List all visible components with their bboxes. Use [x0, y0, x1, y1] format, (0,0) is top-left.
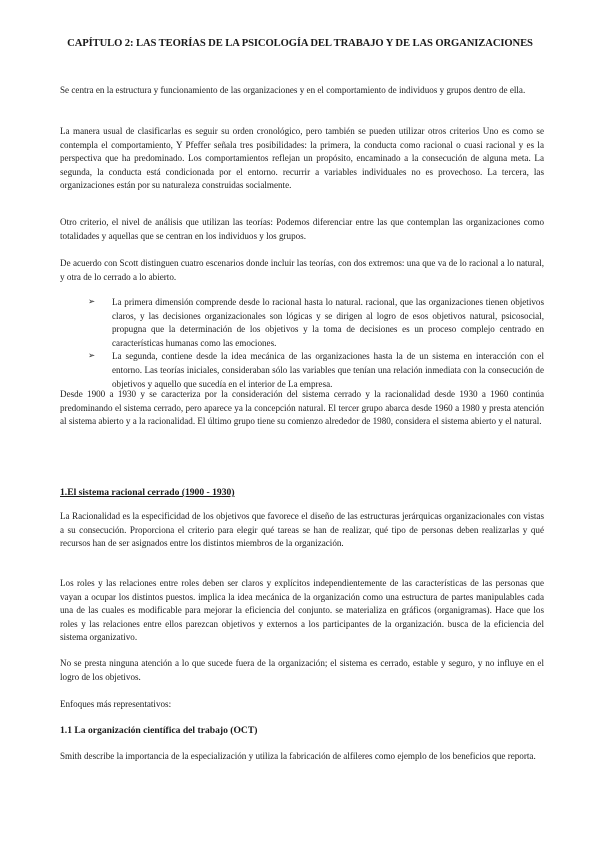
list-item	[88, 296, 544, 350]
paragraph-analysis-level: Otro criterio, el nivel de análisis que utilizan las teorías: Podemos diferenciar entre las que contemplan las organizaciones como totalidades y aquellas que se centran en los individuos y los grupos.	[60, 217, 544, 241]
list-item	[88, 350, 544, 391]
arrow-bullet-icon: ➢	[88, 351, 96, 362]
paragraph-intro: Se centra en la estructura y funcionamiento de las organizaciones y en el comportamiento de individuos y grupos dentro de ella.	[60, 85, 526, 95]
dimensions-list	[88, 296, 544, 391]
paragraph-approaches: Enfoques más representativos:	[60, 699, 172, 709]
list-item-text: La segunda, contiene desde la idea mecánica de las organizaciones hasta la de un sistema en interacción con el entorno. Las teorías iniciales, consideraban sólo las variables que tenían una relación inmediata con la consecución de objetivos y aquello que sucedía en el interior de La empresa.	[112, 351, 544, 389]
paragraph-smith: Smith describe la importancia de la especialización y utiliza la fabricación de alfileres como ejemplo de los beneficios que reporta.	[60, 751, 536, 761]
section-heading: 1.El sistema racional cerrado (1900 - 1930)	[60, 487, 235, 498]
paragraph-classification: La manera usual de clasificarlas es seguir su orden cronológico, pero también se pueden utilizar otros criterios Uno es como se contempla el comportamiento, Y Pfeffer señala tres posibilidades: la primera, la conducta como racional o cuasi racional y es la perspectiva que ha predominado. Los comportamientos reflejan un propósito, encaminado a la consecución de alguna meta. La segunda, la conducta está condicionada por el entorno. recurrir a variables individuales no es provechoso. La tercera, las organizaciones están por su naturaleza construidas socialmente.	[60, 126, 544, 191]
arrow-bullet-icon: ➢	[88, 297, 96, 307]
list-item-text: La primera dimensión comprende desde lo racional hasta lo natural. racional, que las organizaciones tienen objetivos claros, y las decisiones organizacionales son lógicas y se dirigen al logro de esos objetivos natural, psicosocial, propugna que la determinación de los objetivos y la toma de decisiones es un proceso complejo centrado en características humanas como las emociones.	[112, 297, 544, 348]
paragraph-roles: Los roles y las relaciones entre roles deben ser claros y explícitos independientemente de las características de las personas que vayan a ocupar los distintos puestos. implica la idea mecánica de la organización como una estructura de partes manipulables cada una de las cuales es modificable para mejorar la eficiencia del conjunto. se materializa en gráficos (organigramas). Hace que los roles y las relaciones entre ellos parezcan objetivos y externos a los participantes de la organización. busca de la eficiencia del sistema organizativo.	[60, 578, 544, 643]
paragraph-closed-system: No se presta ninguna atención a lo que sucede fuera de la organización; el sistema es cerrado, estable y seguro, y no influye en el logro de los objetivos.	[60, 658, 544, 682]
paragraph-periods: Desde 1900 a 1930 y se caracteriza por la consideración del sistema cerrado y la racionalidad desde 1930 a 1960 continúa predominando el sistema cerrado, pero aparece ya la concepción natural. El tercer grupo abarca desde 1960 a 1980 y presta atención al sistema abierto y a la racionalidad. El último grupo tiene su comienzo alrededor de 1980, considera el sistema abierto y el natural.	[60, 389, 544, 427]
paragraph-rationality: La Racionalidad es la especificidad de los objetivos que favorece el diseño de las estructuras jerárquicas organizacionales con vistas a su consecución. Proporciona el criterio para elegir qué tareas se han de realizar, qué tipo de personas deben realizarlas y qué recursos han de ser asignados entre los distintos miembros de la organización.	[60, 511, 544, 549]
chapter-title: CAPÍTULO 2: LAS TEORÍAS DE LA PSICOLOGÍA DEL TRABAJO Y DE LAS ORGANIZACIONES	[67, 38, 533, 49]
sub-heading: 1.1 La organización científica del trabajo (OCT)	[60, 725, 258, 736]
paragraph-scott: De acuerdo con Scott distinguen cuatro escenarios donde incluir las teorías, con dos extremos: una que va de lo racional a lo natural, y otra de lo cerrado a lo abierto.	[60, 258, 544, 282]
